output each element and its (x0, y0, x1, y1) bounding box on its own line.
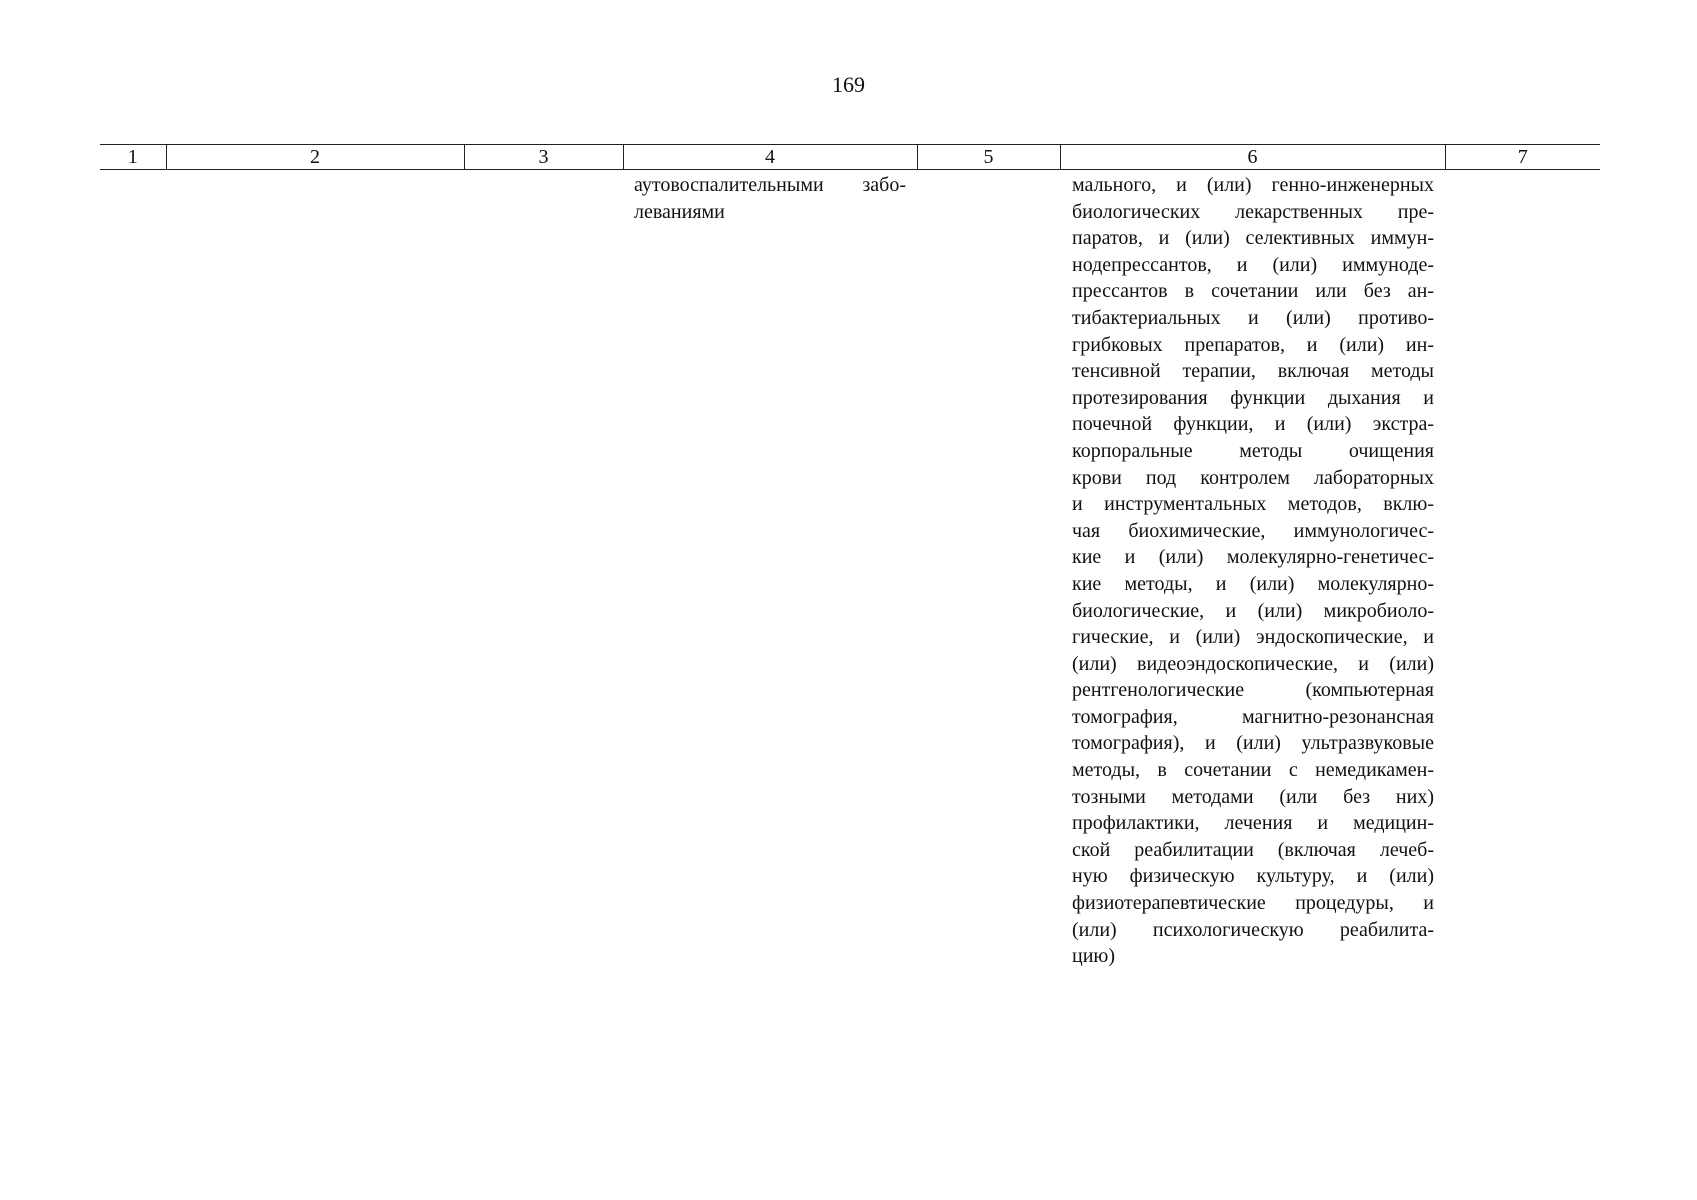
table-cell-col1 (100, 170, 166, 970)
text-line: ную физическую культуру, и (или) (1072, 865, 1434, 888)
column-header-2: 2 (166, 145, 464, 170)
text-line: и инструментальных методов, вклю- (1072, 493, 1434, 516)
text-line: кие и (или) молекулярно-генетичес- (1072, 546, 1434, 569)
text-line: кие методы, и (или) молекулярно- (1072, 572, 1434, 595)
text-line: тибактериальных и (или) противо- (1072, 306, 1434, 329)
column-header-7: 7 (1445, 145, 1600, 170)
text-line: ской реабилитации (включая лечеб- (1072, 838, 1434, 861)
text-line: леваниями (634, 200, 725, 223)
treatment-methods-text (1060, 170, 1445, 970)
table-cell-col2 (166, 170, 464, 970)
text-line: гические, и (или) эндоскопические, и (1072, 626, 1434, 649)
table-cell-col6 (1060, 170, 1445, 970)
table-cell-col5 (917, 170, 1060, 970)
text-line: грибковых препаратов, и (или) ин- (1072, 333, 1434, 356)
column-header-3: 3 (464, 145, 623, 170)
table-cell-col7 (1445, 170, 1600, 970)
text-line: биологические, и (или) микробиоло- (1072, 599, 1434, 622)
column-header-4: 4 (623, 145, 917, 170)
page-number: 169 (832, 72, 865, 97)
text-line: крови под контролем лабораторных (1072, 466, 1434, 489)
text-line: физиотерапевтические процедуры, и (1072, 892, 1434, 915)
text-line: паратов, и (или) селективных иммун- (1072, 227, 1434, 250)
text-line: корпоральные методы очищения (1072, 439, 1434, 462)
text-line: почечной функции, и (или) экстра- (1072, 413, 1434, 436)
text-line: профилактики, лечения и медицин- (1072, 812, 1434, 835)
disease-text (623, 170, 917, 225)
column-header-5: 5 (917, 145, 1060, 170)
column-number-row (100, 145, 1600, 170)
text-line: томография, магнитно-резонансная (1072, 705, 1434, 728)
document-table (100, 144, 1600, 970)
text-line: томография), и (или) ультразвуковые (1072, 732, 1434, 755)
text-line: мального, и (или) генно-инженерных (1072, 174, 1434, 196)
text-line: (или) психологическую реабилита- (1072, 918, 1434, 941)
text-line: тозными методами (или без них) (1072, 785, 1434, 808)
table-row (100, 170, 1600, 970)
table-cell-col4 (623, 170, 917, 970)
text-line: цию) (1072, 945, 1116, 968)
text-line: биологических лекарственных пре- (1072, 200, 1434, 223)
text-line: рентгенологические (компьютерная (1072, 679, 1434, 702)
text-line: прессантов в сочетании или без ан- (1072, 280, 1434, 303)
column-header-6: 6 (1060, 145, 1445, 170)
text-line: нодепрессантов, и (или) иммуноде- (1072, 253, 1434, 276)
text-line: (или) видеоэндоскопические, и (или) (1072, 652, 1434, 675)
text-line: аутовоспалительными забо- (634, 174, 906, 196)
column-header-1: 1 (100, 145, 166, 170)
text-line: тенсивной терапии, включая методы (1072, 360, 1434, 383)
text-line: протезирования функции дыхания и (1072, 386, 1434, 409)
table-cell-col3 (464, 170, 623, 970)
text-line: методы, в сочетании с немедикамен- (1072, 759, 1434, 782)
text-line: чая биохимические, иммунологичес- (1072, 519, 1434, 542)
